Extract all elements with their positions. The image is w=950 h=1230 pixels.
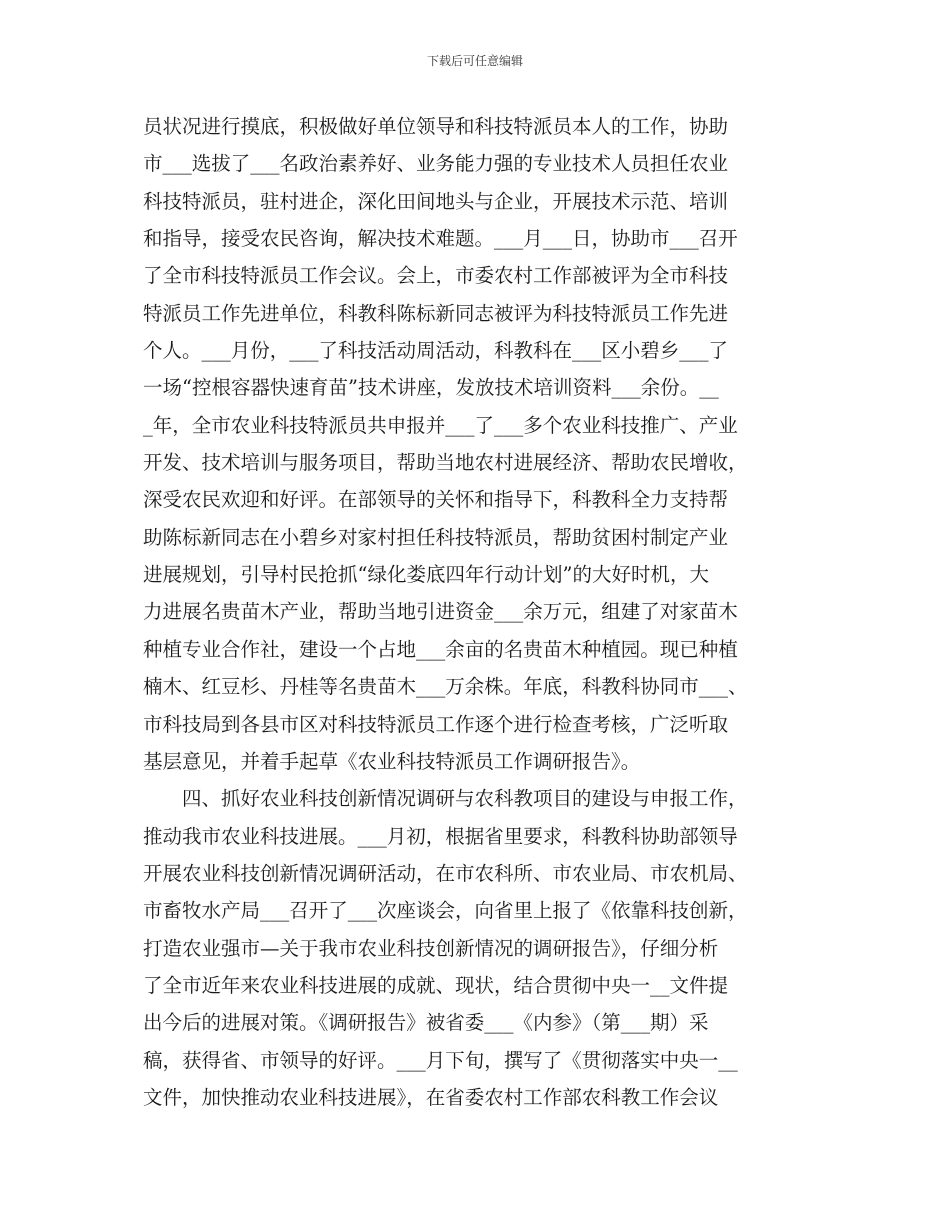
text-line: 稿，获得省、市领导的好评。___月下旬，撰写了《贯彻落实中央一__ bbox=[143, 1048, 738, 1072]
text-line: 开发、技术培训与服务项目，帮助当地农村进展经济、帮助农民增收， bbox=[143, 451, 748, 475]
text-line: 楠木、红豆杉、丹桂等名贵苗木___万余株。年底，科教科协同市___、 bbox=[143, 675, 748, 699]
text-line: 打造农业强市—关于我市农业科技创新情况的调研报告》，仔细分析 bbox=[143, 936, 719, 960]
text-line: 市___选拔了___名政治素养好、业务能力强的专业技术人员担任农业 bbox=[143, 152, 729, 176]
paragraph-start-line: 四、抓好农业科技创新情况调研与农科教项目的建设与申报工作， bbox=[143, 787, 748, 811]
text-line: 科技特派员，驻村进企，深化田间地头与企业，开展技术示范、培训 bbox=[143, 189, 729, 213]
page-header: 下载后可任意编辑 bbox=[426, 54, 523, 68]
text-line: 力进展名贵苗木产业，帮助当地引进资金___余万元，组建了对家苗木 bbox=[143, 600, 738, 624]
text-line: 助陈标新同志在小碧乡对家村担任科技特派员，帮助贫困村制定产业 bbox=[143, 525, 729, 549]
text-line: 市科技局到各县市区对科技特派员工作逐个进行检查考核，广泛听取 bbox=[143, 712, 729, 736]
text-line: 文件，加快推动农业科技进展》，在省委农村工作部农科教工作会议 bbox=[143, 1085, 719, 1109]
text-line: 员状况进行摸底，积极做好单位领导和科技特派员本人的工作，协助 bbox=[143, 115, 729, 138]
text-line: 出今后的进展对策。《调研报告》被省委___《内参》（第___期）采 bbox=[143, 1011, 709, 1035]
text-line: 进展规划，引导村民抢抓“绿化娄底四年行动计划”的大好时机，大 bbox=[143, 563, 709, 587]
text-line: 推动我市农业科技进展。___月初，根据省里要求，科教科协助部领导 bbox=[143, 824, 738, 848]
text-line: 特派员工作先进单位，科教科陈标新同志被评为科技特派员工作先进 bbox=[143, 301, 729, 325]
text-line: 一场“控根容器快速育苗”技术讲座，发放技术培训资料___余份。__ bbox=[143, 376, 719, 400]
text-line: 开展农业科技创新情况调研活动，在市农科所、市农业局、市农机局、 bbox=[143, 861, 748, 885]
text-line: _年，全市农业科技特派员共申报并___了___多个农业科技推广、产业 bbox=[143, 413, 738, 437]
text-line: 市畜牧水产局___召开了___次座谈会，向省里上报了《依靠科技创新， bbox=[143, 899, 748, 923]
text-line: 基层意见，并着手起草《农业科技特派员工作调研报告》。 bbox=[143, 749, 641, 773]
document-body bbox=[143, 108, 815, 1116]
text-line: 个人。___月份，___了科技活动周活动，科教科在___区小碧乡___了 bbox=[143, 339, 729, 363]
text-line: 和指导，接受农民咨询，解决技术难题。___月___日，协助市___召开 bbox=[143, 227, 738, 251]
text-line: 了全市近年来农业科技进展的成就、现状，结合贯彻中央一__文件提 bbox=[143, 973, 729, 997]
text-line: 深受农民欢迎和好评。在部领导的关怀和指导下，科教科全力支持帮 bbox=[143, 488, 729, 512]
text-line: 了全市科技特派员工作会议。会上，市委农村工作部被评为全市科技 bbox=[143, 264, 729, 288]
text-line: 种植专业合作社，建设一个占地___余亩的名贵苗木种植园。现已种植 bbox=[143, 637, 738, 661]
